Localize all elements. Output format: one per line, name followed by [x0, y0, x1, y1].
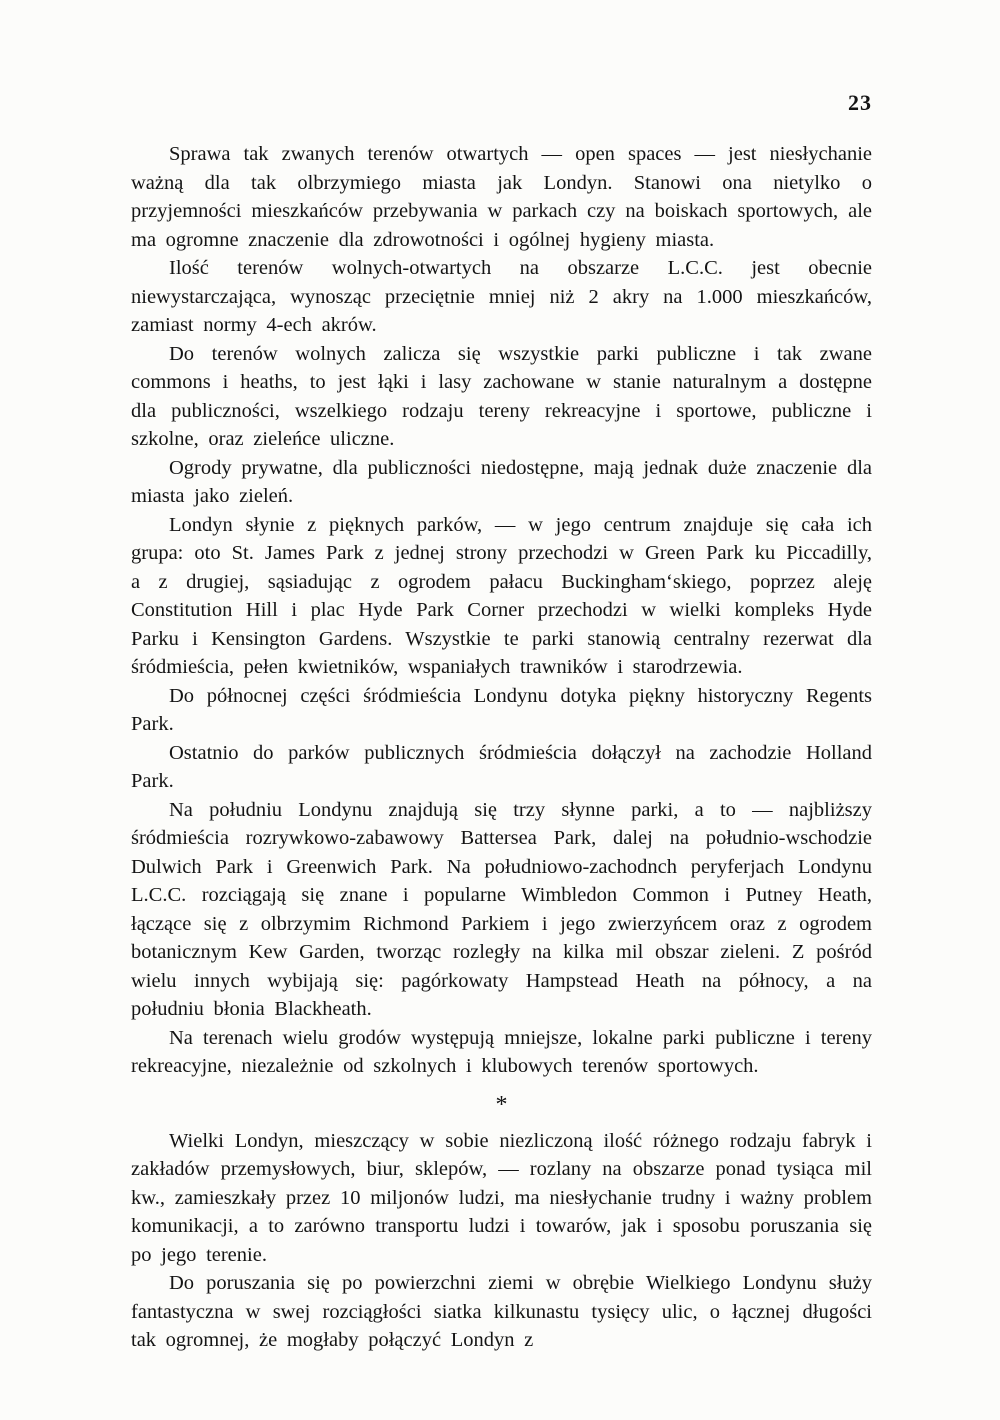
- paragraph: Na terenach wielu grodów występują mniejsze, lokalne parki publiczne i tereny rekreacyjne, niezależnie od szkolnych i klubowych terenów sportowych.: [131, 1026, 872, 1077]
- paragraph: Sprawa tak zwanych terenów otwartych — open spaces — jest niesłychanie ważną dla tak olbrzymiego miasta jak Londyn. Stanowi ona nietylko o przyjemności mieszkańców przebywania w parkach czy na boiskach sportowych, ale ma ogromne znaczenie dla zdrowotności i ogólnej hygieny miasta.: [131, 143, 872, 251]
- document-body: [131, 140, 872, 1355]
- paragraph: Ostatnio do parków publicznych śródmieścia dołączył na zachodzie Holland Park.: [131, 741, 872, 792]
- paragraph: Do poruszania się po powierzchni ziemi w obrębie Wielkiego Londynu służy fantastyczna w swej rozciągłości siatka kilkunastu tysięcy ulic, o łącznej długości tak ogromnej, że mogłaby połączyć Londyn z: [131, 1272, 872, 1351]
- paragraph: Do terenów wolnych zalicza się wszystkie parki publiczne i tak zwane commons i heaths, to jest łąki i lasy zachowane w stanie naturalnym a dostępne dla publiczności, wszelkiego rodzaju tereny rekreacyjne i sportowe, publiczne i szkolne, oraz zieleńce uliczne.: [131, 342, 872, 450]
- paragraph: Londyn słynie z pięknych parków, — w jego centrum znajduje się cała ich grupa: oto St. James Park z jednej strony przechodzi w Green Park ku Piccadilly, a z drugiej, sąsiadując z ogrodem pałacu Buckingham‘skiego, poprzez aleję Constitution Hill i plac Hyde Park Corner przechodzi w wielki kompleks Hyde Parku i Kensington Gardens. Wszystkie te parki stanowią centralny rezerwat dla śródmieścia, pełen kwietników, wspaniałych trawników i starodrzewia.: [131, 513, 872, 678]
- section-separator: *: [495, 1091, 508, 1118]
- paragraph: Na południu Londynu znajdują się trzy słynne parki, a to — najbliższy śródmieścia rozrywkowo-zabawowy Battersea Park, dalej na południo-wschodzie Dulwich Park i Greenwich Park. Na południowo-zachodnch peryferjach Londynu L.C.C. rozciągają się znane i popularne Wimbledon Common i Putney Heath, łączące się z olbrzymim Richmond Parkiem i jego zwierzyńcem oraz z ogrodem botanicznym Kew Garden, tworząc rozległy na kilka mil obszar zieleni. Z pośród wielu innych wybijają się: pagórkowaty Hampstead Heath na północy, a na południu błonia Blackheath.: [131, 798, 872, 1020]
- paragraph: Wielki Londyn, mieszczący w sobie niezliczoną ilość różnego rodzaju fabryk i zakładów przemysłowych, biur, sklepów, — rozlany na obszarze ponad tysiąca mil kw., zamieszkały przez 10 miljonów ludzi, ma niesłychanie trudny i ważny problem komunikacji, a to zarówno transportu ludzi i towarów, jak i sposobu poruszania się po jego terenie.: [131, 1129, 872, 1266]
- paragraph: Ogrody prywatne, dla publiczności niedostępne, mają jednak duże znaczenie dla miasta jako zieleń.: [131, 456, 872, 507]
- paragraph: Do północnej części śródmieścia Londynu dotyka piękny historyczny Regents Park.: [131, 684, 872, 735]
- paragraph: Ilość terenów wolnych-otwartych na obszarze L.C.C. jest obecnie niewystarczająca, wynosząc przeciętnie mniej niż 2 akry na 1.000 mieszkańców, zamiast normy 4-ech akrów.: [131, 257, 872, 336]
- page-number: 23: [848, 90, 872, 115]
